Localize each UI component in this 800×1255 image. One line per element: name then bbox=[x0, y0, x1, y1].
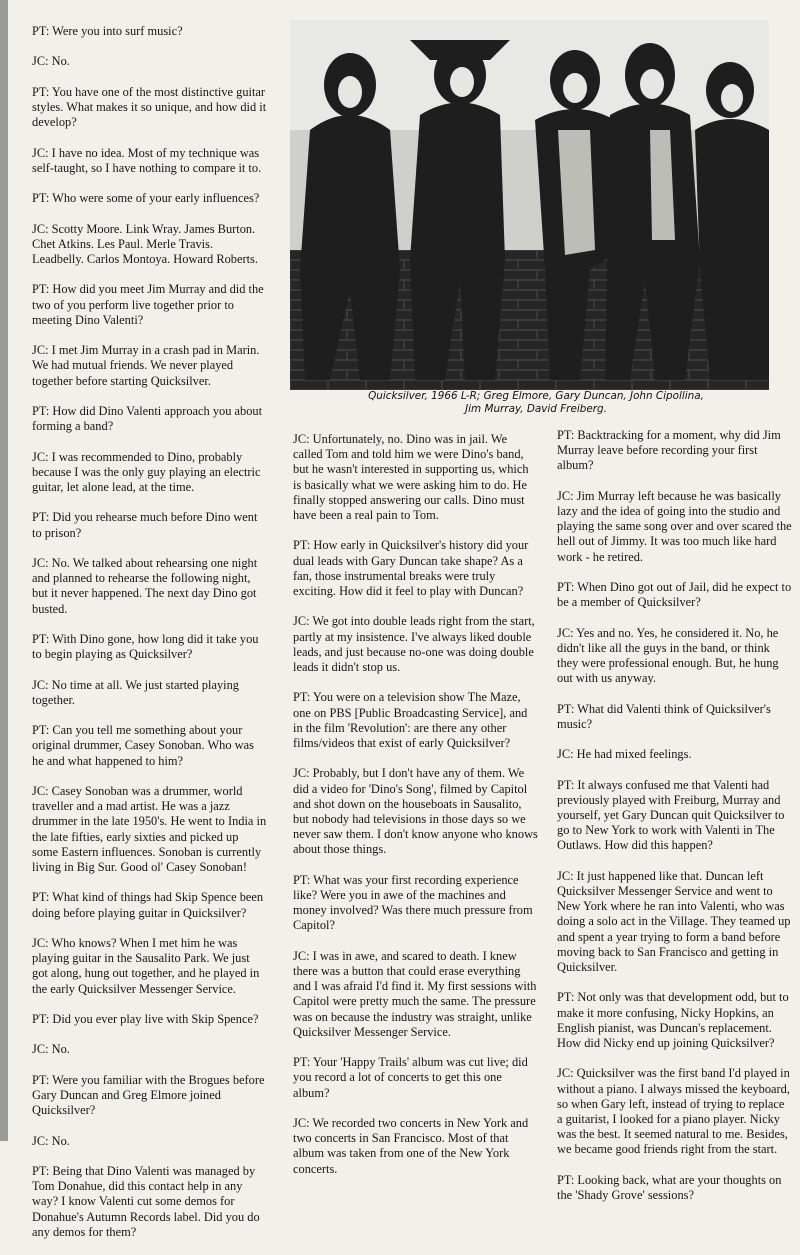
paragraph: JC: Who knows? When I met him he was playing guitar in the Sausalito Park. We just got along, hung out together, and he played in the early Quicksilver Messenger Service. bbox=[32, 935, 260, 996]
paragraph: PT: What kind of things had Skip Spence been doing before playing guitar in Quicksilver? bbox=[32, 890, 264, 920]
paragraph: JC: I met Jim Murray in a crash pad in Marin. We had mutual friends. We never played together before starting Quicksilver. bbox=[32, 343, 260, 388]
page-edge bbox=[0, 0, 8, 1141]
paragraph: PT: You were on a television show The Maze, one on PBS [Public Broadcasting Service], and in the film 'Revolution': are there any other films/videos that exist of early Quicksilver? bbox=[293, 690, 528, 751]
paragraph: PT: Were you familiar with the Brogues before Gary Duncan and Greg Elmore joined Quicksilver? bbox=[32, 1072, 265, 1118]
column-2 bbox=[293, 432, 538, 1192]
paragraph: PT: With Dino gone, how long did it take you to begin playing as Quicksilver? bbox=[32, 631, 259, 662]
column-3 bbox=[557, 428, 793, 1218]
photo-caption bbox=[296, 390, 776, 416]
paragraph: JC: Jim Murray left because he was basically lazy and the idea of going into the studio and playing the same song over and over scared the hell out of Jimmy. It was too much like hard work - he retired. bbox=[557, 488, 792, 564]
paragraph: PT: Your 'Happy Trails' album was cut live; did you record a lot of concerts to get this one album? bbox=[293, 1055, 528, 1100]
caption-line-1: Quicksilver, 1966 L-R; Greg Elmore, Gary Duncan, John Cipollina, bbox=[368, 390, 704, 402]
paragraph: JC: No time at all. We just started playing together. bbox=[32, 677, 239, 707]
paragraph: JC: Yes and no. Yes, he considered it. No, he didn't like all the guys in the band, or think they were professional enough. But, he hung out with us anyway. bbox=[557, 625, 779, 686]
caption-line-2: Jim Murray, David Freiberg. bbox=[465, 403, 607, 415]
paragraph: PT: Did you ever play live with Skip Spence? bbox=[32, 1011, 259, 1026]
paragraph: PT: Being that Dino Valenti was managed by Tom Donahue, did this contact help in any way? I know Valenti cut some demos for Donahue's Autumn Records label. Did you do any demos for them? bbox=[32, 1163, 260, 1239]
paragraph: JC: We got into double leads right from the start, partly at my insistence. I've always liked double leads, and just because no-one was doing double leads it didn't stop us. bbox=[293, 614, 535, 675]
band-photo bbox=[290, 20, 769, 390]
paragraph: PT: What was your first recording experience like? Were you in awe of the machines and money involved? Was there much pressure from Capitol? bbox=[293, 872, 533, 933]
paragraph: JC: Casey Sonoban was a drummer, world traveller and a mad artist. He was a jazz drummer in the late 1950's. He went to India in the late fifties, early sixties and picked up some Eastern influences. Sonoban is currently living in Big Sur. Good ol' Casey Sonoban! bbox=[32, 783, 267, 874]
paragraph: JC: Probably, but I don't have any of them. We did a video for 'Dino's Song', filmed by Capitol and shot down on the houseboats in Sausalito, but nobody had televisions in those days so we never saw them. I don't know anyone who knows about those things. bbox=[293, 766, 538, 857]
paragraph: JC: No. We talked about rehearsing one night and planned to rehearse the following night, but it never happened. The next day Dino got busted. bbox=[32, 555, 258, 616]
paragraph: JC: No. bbox=[32, 1133, 70, 1148]
paragraph: JC: I was recommended to Dino, probably because I was the only guy playing an electric guitar, let alone lead, at the time. bbox=[32, 449, 261, 494]
paragraph: JC: It just happened like that. Duncan left Quicksilver Messenger Service and went to New York where he ran into Valenti, who was doing a solo act in the Village. They teamed up and spent a year trying to form a band before moving back to San Francisco and getting in Quicksilver. bbox=[557, 868, 791, 974]
paragraph: PT: You have one of the most distinctive guitar styles. What makes it so unique, and how did it develop? bbox=[32, 84, 267, 130]
paragraph: JC: Scotty Moore. Link Wray. James Burton. Chet Atkins. Les Paul. Merle Travis. Leadbelly. Carlos Montoya. Howard Roberts. bbox=[32, 221, 258, 266]
paragraph: JC: We recorded two concerts in New York and two concerts in San Francisco. Most of that album was taken from one of the New York concerts. bbox=[293, 1116, 529, 1176]
paragraph: PT: Did you rehearse much before Dino went to prison? bbox=[32, 510, 258, 540]
paragraph: PT: Can you tell me something about your original drummer, Casey Sonoban. Who was he and what happened to him? bbox=[32, 723, 254, 768]
paragraph: JC: Unfortunately, no. Dino was in jail. We called Tom and told him we were Dino's band, but he wasn't interested in supporting us, which is basically what we were asking him to do. He finally stopped answering our calls. Dino must have been a real pain to Tom. bbox=[293, 432, 529, 523]
paragraph: JC: Quicksilver was the first band I'd played in without a piano. I always missed the keyboard, so when Gary left, instead of trying to replace a guitarist, I looked for a piano player. Nicky was the best. It seemed natural to me. Besides, we became good friends right from the start. bbox=[557, 1066, 790, 1157]
paragraph: JC: He had mixed feelings. bbox=[557, 747, 692, 762]
paragraph: JC: No. bbox=[32, 54, 70, 69]
paragraph: PT: How did you meet Jim Murray and did the two of you perform live together prior to meeting Dino Valenti? bbox=[32, 282, 264, 327]
paragraph: JC: I have no idea. Most of my technique was self-taught, so I have nothing to compare it to. bbox=[32, 145, 262, 175]
column-1 bbox=[32, 24, 267, 1255]
paragraph: PT: It always confused me that Valenti had previously played with Freiburg, Murray and yourself, yet Gary Duncan quit Quicksilver to go to New York to work with Valenti in The Outlaws. How did this happen? bbox=[557, 777, 785, 853]
paragraph: JC: No. bbox=[32, 1042, 70, 1057]
paragraph: PT: How early in Quicksilver's history did your dual leads with Gary Duncan take shape? As a fan, those instrumental breaks were truly exciting. How did it feel to play with Duncan? bbox=[293, 538, 529, 599]
paragraph: PT: Looking back, what are your thoughts on the 'Shady Grove' sessions? bbox=[557, 1172, 782, 1202]
paragraph: PT: Were you into surf music? bbox=[32, 24, 183, 38]
paragraph: PT: How did Dino Valenti approach you about forming a band? bbox=[32, 403, 263, 434]
paragraph: JC: I was in awe, and scared to death. I knew there was a button that could erase everything and I was afraid I'd find it. My first sessions with Capitol were pretty much the same. The pressure was on because the industry was straight, unlike Quicksilver Messenger Service. bbox=[293, 948, 537, 1039]
paragraph: PT: Not only was that development odd, but to make it more confusing, Nicky Hopkins, an English pianist, was Duncan's replacement. How did Nicky end up joining Quicksilver? bbox=[557, 990, 789, 1050]
paragraph: PT: What did Valenti think of Quicksilver's music? bbox=[557, 701, 771, 731]
paragraph: PT: When Dino got out of Jail, did he expect to be a member of Quicksilver? bbox=[557, 580, 792, 610]
paragraph: PT: Backtracking for a moment, why did Jim Murray leave before recording your first album? bbox=[557, 428, 781, 473]
paragraph: PT: Who were some of your early influences? bbox=[32, 191, 260, 206]
